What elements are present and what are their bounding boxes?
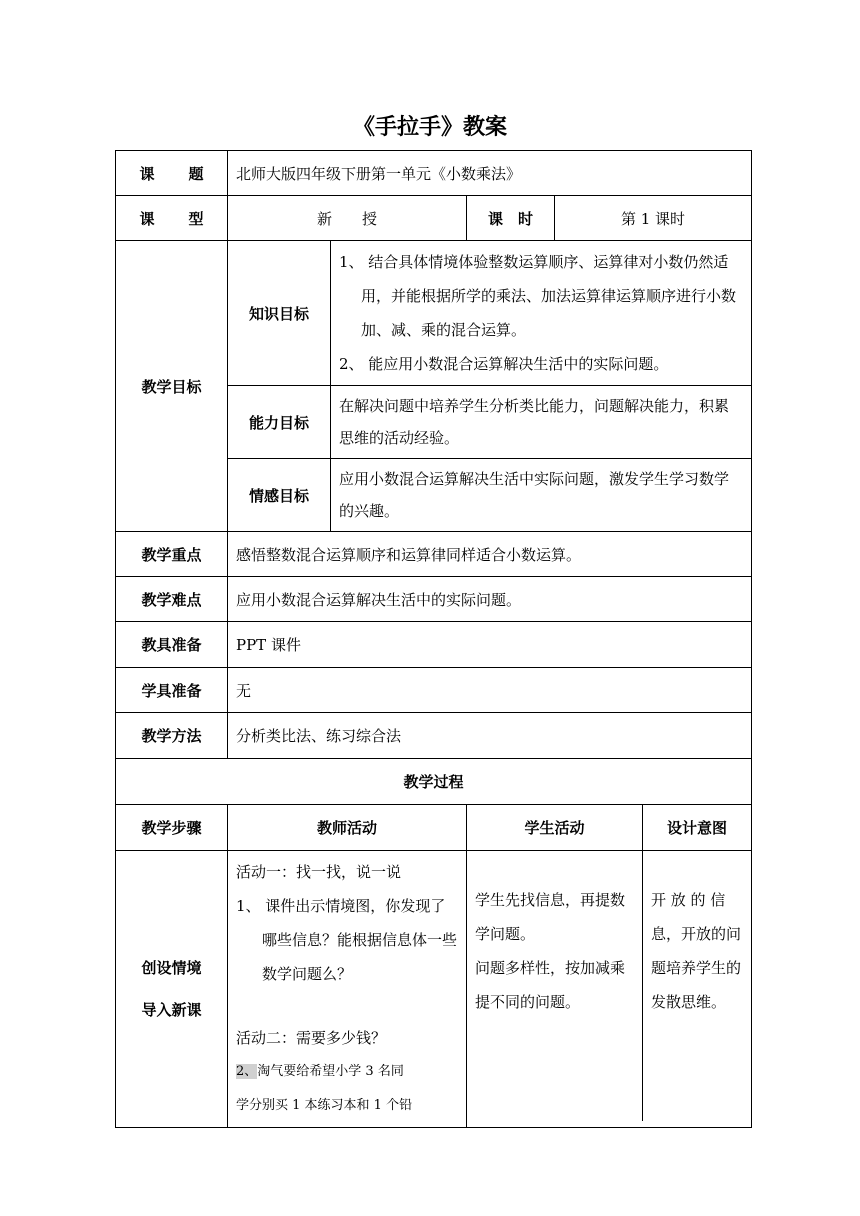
type-value: 新 授 (228, 196, 467, 241)
emotion-goals: 应用小数混合运算解决生活中实际问题，激发学生学习数学的兴趣。 (331, 459, 752, 532)
ability-goals: 在解决问题中培养学生分析类比能力，问题解决能力，积累思维的活动经验。 (331, 386, 752, 459)
activity2-text2: 学分别买 1 本练习本和 1 个铅 (236, 1098, 413, 1113)
key-value: 感悟整数混合运算顺序和运算律同样适合小数运算。 (228, 532, 752, 577)
topic-value: 北师大版四年级下册第一单元《小数乘法》 (228, 151, 752, 196)
topic-label: 课 题 (116, 151, 228, 196)
design-intent: 开 放 的 信息，开放的问题培养学生的发散思维。 (651, 891, 742, 1011)
activity2-num: 2、 (236, 1064, 258, 1079)
student-design-cells (467, 851, 752, 1128)
knowledge-label: 知识目标 (228, 241, 331, 386)
knowledge-goals (331, 241, 752, 386)
type-label: 课 型 (116, 196, 228, 241)
student-text2: 问题多样性，按加减乘提不同的问题。 (475, 959, 626, 1011)
page-title: 《手拉手》教案 (352, 115, 507, 140)
student-activity (467, 851, 643, 1121)
activity2-title: 活动二：需要多少钱？ (236, 1029, 387, 1047)
teacher-prep-label: 教具准备 (116, 622, 228, 668)
step-intro-line2: 导入新课 (141, 1001, 202, 1019)
teacher-prep-value: PPT 课件 (228, 622, 752, 668)
key-label: 教学重点 (116, 532, 228, 577)
period-label: 课 时 (467, 196, 555, 241)
activity2-text1: 淘气要给希望小学 3 名同 (257, 1064, 404, 1079)
activity1-title: 活动一：找一找，说一说 (236, 863, 402, 881)
student-prep-value: 无 (228, 668, 752, 713)
difficulty-label: 教学难点 (116, 577, 228, 622)
ability-label: 能力目标 (228, 386, 331, 459)
method-value: 分析类比法、练习综合法 (228, 713, 752, 759)
lesson-plan-table (115, 150, 752, 1128)
goals-label: 教学目标 (116, 241, 228, 532)
student-prep-label: 学具准备 (116, 668, 228, 713)
period-value: 第 1 课时 (555, 196, 752, 241)
student-text1: 学生先找信息，再提数学问题。 (475, 891, 626, 943)
col-student-design (467, 805, 752, 851)
step-intro-line1: 创设情境 (141, 959, 202, 977)
method-label: 教学方法 (116, 713, 228, 759)
col-steps: 教学步骤 (116, 805, 228, 851)
col-student: 学生活动 (467, 805, 643, 850)
activity1-item: 1、 课件出示情境图，你发现了哪些信息？能根据信息体一些数学问题么？ (236, 897, 458, 983)
process-heading: 教学过程 (116, 759, 752, 805)
teacher-activity (228, 851, 467, 1128)
knowledge-item-1: 1、 结合具体情境体验整数运算顺序、运算律对小数仍然适用，并能根据所学的乘法、加法运算律运算顺序进行小数加、减、乘的混合运算。 (339, 253, 737, 339)
emotion-label: 情感目标 (228, 459, 331, 532)
step-intro (116, 851, 228, 1128)
col-design: 设计意图 (667, 819, 728, 837)
knowledge-item-2: 2、 能应用小数混合运算解决生活中的实际问题。 (339, 355, 669, 373)
difficulty-value: 应用小数混合运算解决生活中的实际问题。 (228, 577, 752, 622)
col-teacher: 教师活动 (228, 805, 467, 851)
